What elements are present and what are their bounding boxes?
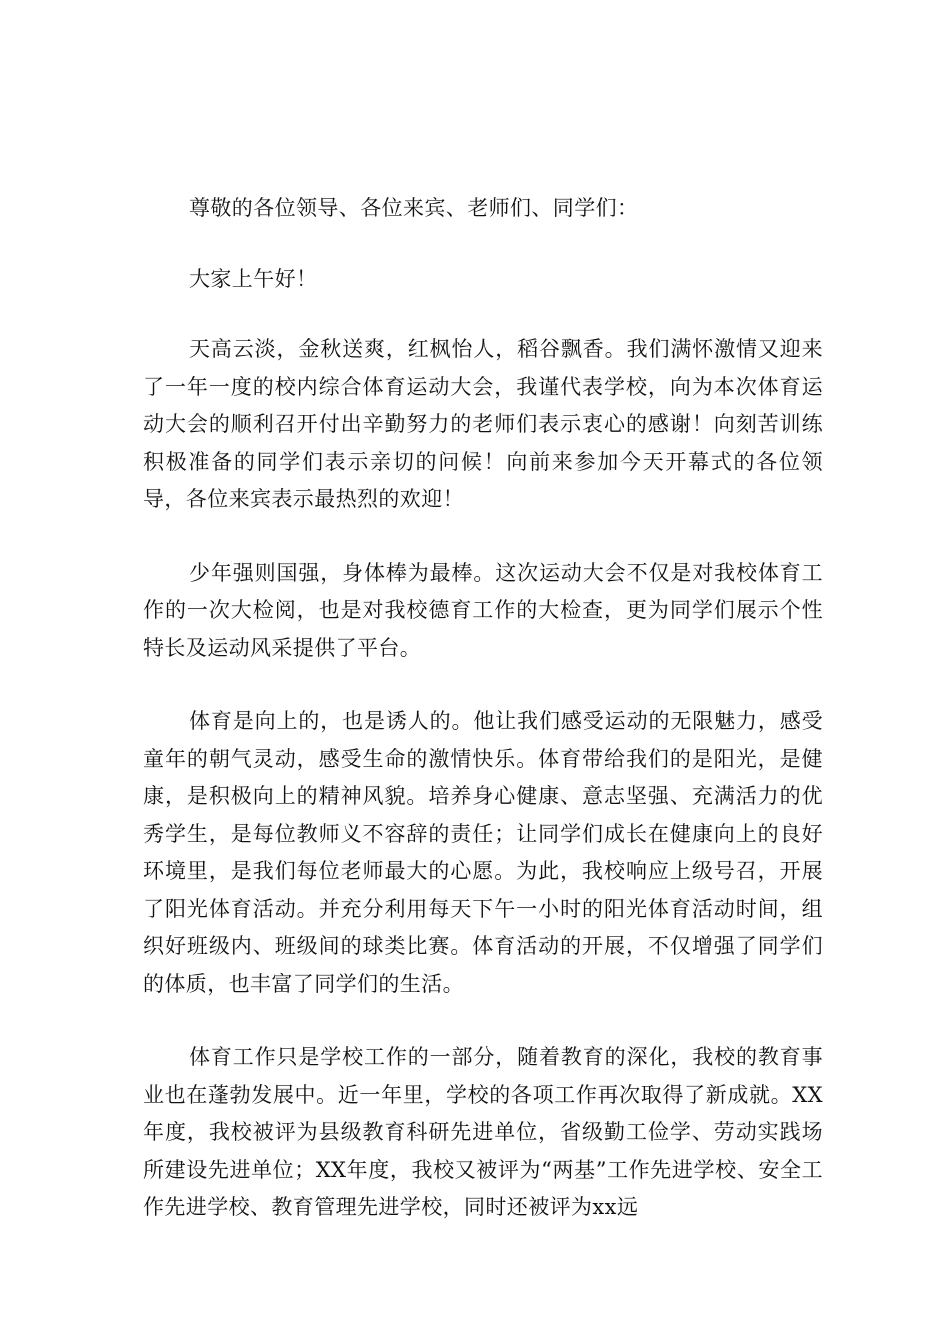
document-body <box>143 190 823 1263</box>
paragraph-opening: 天高云淡，金秋送爽，红枫怡人，稻谷飘香。我们满怀激情又迎来了一年一度的校内综合体育运动大会，我谨代表学校，向为本次体育运动大会的顺利召开付出辛勤努力的老师们表示衷心的感谢！向刻苦训练积极准备的同学们表示亲切的问候！向前来参加今天开幕式的各位领导，各位来宾表示最热烈的欢迎！ <box>143 337 823 511</box>
greeting: 大家上午好！ <box>189 266 318 291</box>
paragraph-youth-strength: 少年强则国强，身体棒为最棒。这次运动大会不仅是对我校体育工作的一次大检阅，也是对我校德育工作的大检查，更为同学们展示个性特长及运动风采提供了平台。 <box>143 560 823 660</box>
salutation: 尊敬的各位领导、各位来宾、老师们、同学们： <box>189 196 639 220</box>
paragraph-sports-value: 体育是向上的，也是诱人的。他让我们感受运动的无限魅力，感受童年的朝气灵动，感受生命的激情快乐。体育带给我们的是阳光，是健康，是积极向上的精神风貌。培养身心健康、意志坚强、充满活力的优秀学生，是每位教师义不容辞的责任；让同学们成长在健康向上的良好环境里，是我们每位老师最大的心愿。为此，我校响应上级号召，开展了阳光体育活动。并充分利用每天下午一小时的阳光体育活动时间，组织好班级内、班级间的球类比赛。体育活动的开展，不仅增强了同学们的体质，也丰富了同学们的生活。 <box>143 709 823 996</box>
paragraph-school-achievements: 体育工作只是学校工作的一部分，随着教育的深化，我校的教育事业也在蓬勃发展中。近一年里，学校的各项工作再次取得了新成就。XX年度，我校被评为县级教育科研先进单位，省级勤工俭学、劳动实践场所建设先进单位；XX年度，我校又被评为“两基”工作先进学校、安全工作先进学校、教育管理先进学校，同时还被评为xx远 <box>143 1045 823 1219</box>
